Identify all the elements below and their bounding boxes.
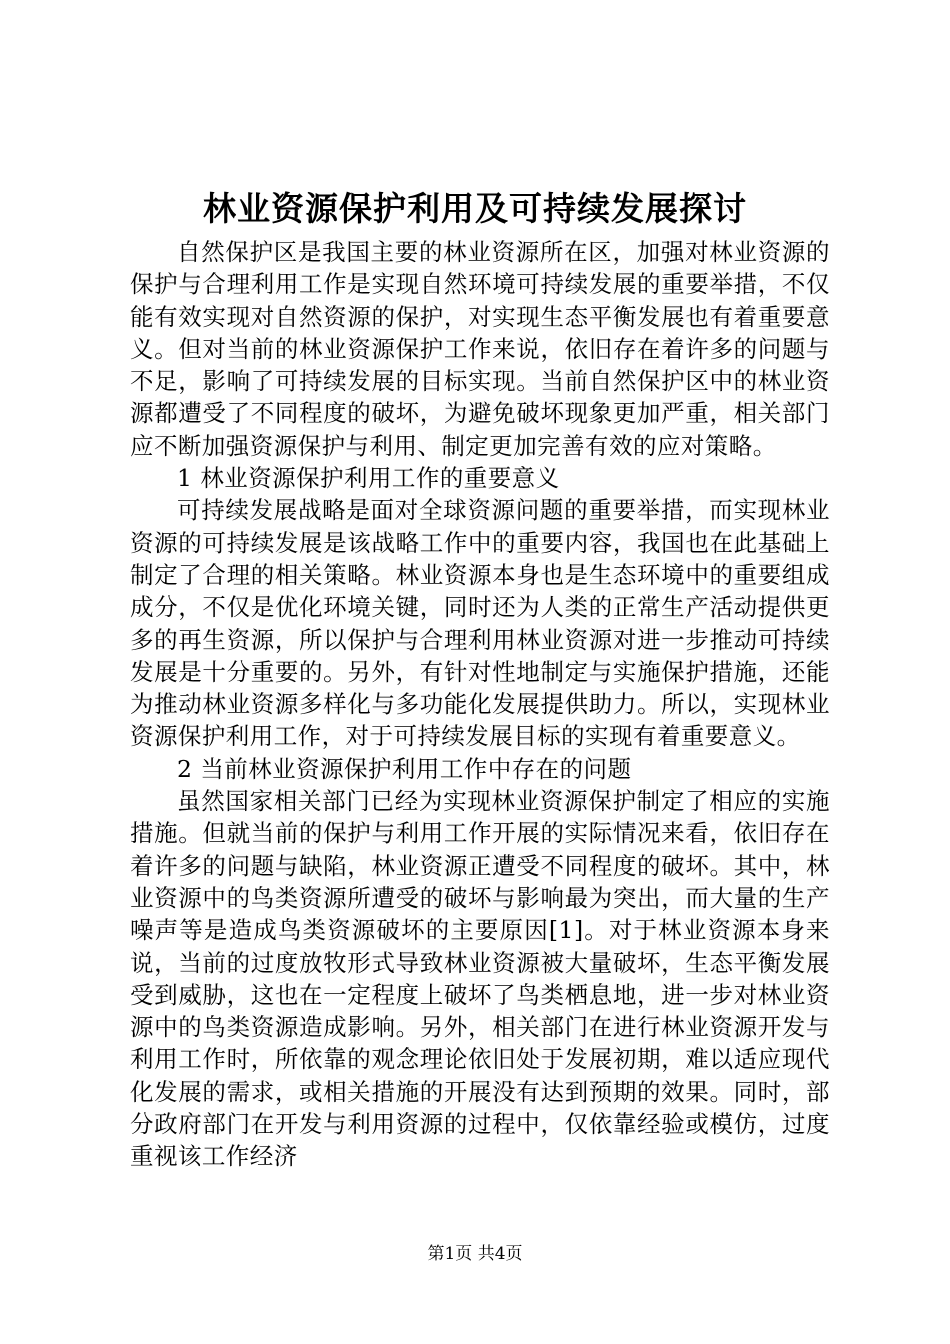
document-title: 林业资源保护利用及可持续发展探讨 — [203, 189, 747, 228]
section-2-paragraph: 虽然国家相关部门已经为实现林业资源保护制定了相应的实施措施。但就当前的保护与利用工作开展的实际情况来看，依旧存在着许多的问题与缺陷，林业资源正遭受不同程度的破坏。其中，林业资源中的鸟类资源所遭受的破坏与影响最为突出，而大量的生产噪声等是造成鸟类资源破坏的主要原因[1]。对于林业资源本身来说，当前的过度放牧形式导致林业资源被大量破坏，生态平衡发展受到威胁，这也在一定程度上破坏了鸟类栖息地，进一步对林业资源中的鸟类资源造成影响。另外，相关部门在进行林业资源开发与利用工作时，所依靠的观念理论依旧处于发展初期，难以适应现代化发展的需求，或相关措施的开展没有达到预期的效果。同时，部分政府部门在开发与利用资源的过程中，仅依靠经验或模仿，过度重视该工作经济 — [130, 787, 830, 1171]
intro-paragraph: 自然保护区是我国主要的林业资源所在区，加强对林业资源的保护与合理利用工作是实现自然环境可持续发展的重要举措，不仅能有效实现对自然资源的保护，对实现生态平衡发展也有着重要意义。但对当前的林业资源保护工作来说，依旧存在着许多的问题与不足，影响了可持续发展的目标实现。当前自然保护区中的林业资源都遭受了不同程度的破坏，为避免破坏现象更加严重，相关部门应不断加强资源保护与利用、制定更加完善有效的应对策略。 — [130, 238, 830, 460]
section-1-paragraph: 可持续发展战略是面对全球资源问题的重要举措，而实现林业资源的可持续发展是该战略工作中的重要内容，我国也在此基础上制定了合理的相关策略。林业资源本身也是生态环境中的重要组成成分，不仅是优化环境关键，同时还为人类的正常生产活动提供更多的再生资源，所以保护与合理利用林业资源对进一步推动可持续发展是十分重要的。另外，有针对性地制定与实施保护措施，还能为推动林业资源多样化与多功能化发展提供助力。所以，实现林业资源保护利用工作，对于可持续发展目标的实现有着重要意义。 — [130, 496, 830, 751]
section-heading-1: 1 林业资源保护利用工作的重要意义 — [177, 464, 560, 493]
section-heading-2: 2 当前林业资源保护利用工作中存在的问题 — [177, 754, 632, 783]
page-number-footer: 第1页 共4页 — [427, 1244, 523, 1264]
document-body — [130, 236, 830, 1173]
